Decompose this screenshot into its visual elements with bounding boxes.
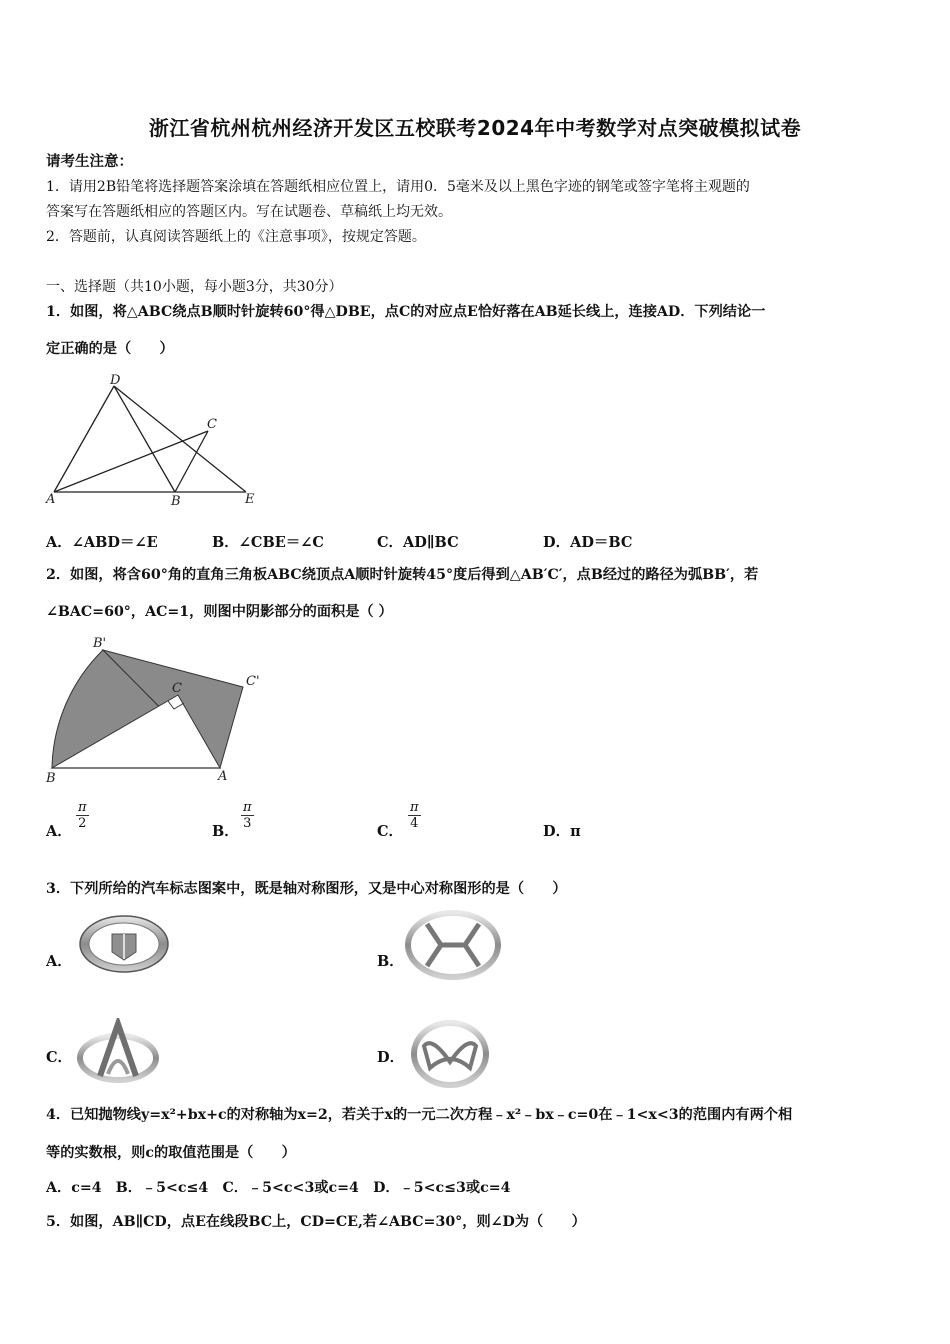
notice-item-1a: 1．请用2B铅笔将选择题答案涂填在答题纸相应位置上，请用0．5毫米及以上黑色字迹的钢笔或签字笔将主观题的 (46, 179, 750, 195)
q2-option-c-fraction: $\frac{\pi}{4}$ (410, 800, 419, 831)
q2-option-b[interactable]: B． (212, 823, 239, 840)
notice-item-1b: 答案写在答题纸相应的答题区内。写在试题卷、草稿纸上均无效。 (46, 204, 452, 220)
q1-line-de (114, 386, 246, 492)
q2-figure (40, 630, 280, 790)
q1-label-d: D (110, 373, 121, 388)
q2-text-a: 2．如图，将含60°角的直角三角板ABC绕顶点A顺时针旋转45°度后得到△AB′C′，点B经过的路径为弧BB′，若 (46, 567, 759, 583)
q1-text-a: 1．如图，将△ABC绕点B顺时针旋转60°得△DBE，点C的对应点E恰好落在AB延长线上，连接AD．下列结论一 (46, 304, 766, 320)
q2-option-c[interactable]: C． (377, 823, 404, 840)
q5-text: 5．如图，AB∥CD，点E在线段BC上，CD=CE,若∠ABC=30°，则∠D为（ ） (46, 1214, 586, 1230)
page-title: 浙江省杭州杭州经济开发区五校联考2024年中考数学对点突破模拟试卷 (148, 116, 802, 140)
q2-text-b: ∠BAC=60°，AC=1，则图中阴影部分的面积是（ ） (46, 604, 393, 620)
section-heading: 一、选择题（共10小题，每小题3分，共30分） (46, 279, 343, 295)
q2-option-d[interactable]: D．π (543, 823, 581, 840)
q2-label-cprime: C' (246, 674, 260, 689)
q1-line-ac (54, 431, 208, 492)
q3-option-b[interactable]: B． (377, 953, 404, 970)
q1-label-a: A (46, 492, 56, 507)
q1-line-ad (54, 386, 114, 492)
q3-logo-c-image (76, 1018, 162, 1086)
q3-logo-d-image (410, 1020, 490, 1088)
q2-option-a-fraction: $\frac{\pi}{2}$ (78, 800, 87, 831)
q1-option-c[interactable]: C．AD∥BC (377, 534, 459, 551)
q3-logo-a-image (76, 912, 172, 976)
q3-text: 3．下列所给的汽车标志图案中，既是轴对称图形，又是中心对称图形的是（ ） (46, 881, 567, 897)
q1-option-a[interactable]: A．∠ABD＝∠E (46, 534, 158, 551)
q1-line-db (114, 386, 175, 492)
q4-options[interactable]: A．c=4 B．﹣5<c≤4 C．﹣5<c<3或c=4 D．﹣5<c≤3或c=4 (46, 1180, 511, 1196)
q4-text-a: 4．已知抛物线y=x²+bx+c的对称轴为x=2，若关于x的一元二次方程﹣x²﹣bx﹣c=0在﹣1<x<3的范围内有两个相 (46, 1107, 793, 1123)
q1-label-b: B (171, 494, 181, 509)
q2-label-bprime: B' (93, 636, 107, 651)
q2-label-b: B (46, 771, 56, 786)
q1-text-b: 定正确的是（ ） (46, 341, 174, 357)
q1-label-e: E (245, 492, 255, 507)
q3-option-a[interactable]: A． (46, 953, 72, 970)
q1-line-cb (175, 431, 208, 492)
q2-label-c: C (172, 681, 182, 696)
q1-figure (40, 370, 270, 510)
q3-option-d[interactable]: D． (377, 1049, 405, 1066)
notice-item-2: 2．答题前，认真阅读答题纸上的《注意事项》，按规定答题。 (46, 229, 426, 245)
q2-option-a[interactable]: A． (46, 823, 72, 840)
q4-text-b: 等的实数根，则c的取值范围是（ ） (46, 1145, 296, 1161)
q2-label-a: A (218, 769, 228, 784)
q3-option-c[interactable]: C． (46, 1049, 73, 1066)
q1-option-b[interactable]: B．∠CBE＝∠C (212, 534, 324, 551)
q3-logo-b-image (405, 910, 501, 980)
notice-heading: 请考生注意： (46, 153, 133, 170)
q2-option-b-fraction: $\frac{\pi}{3}$ (243, 800, 252, 831)
q1-label-c: C (207, 417, 217, 432)
q1-option-d[interactable]: D．AD＝BC (543, 534, 633, 551)
